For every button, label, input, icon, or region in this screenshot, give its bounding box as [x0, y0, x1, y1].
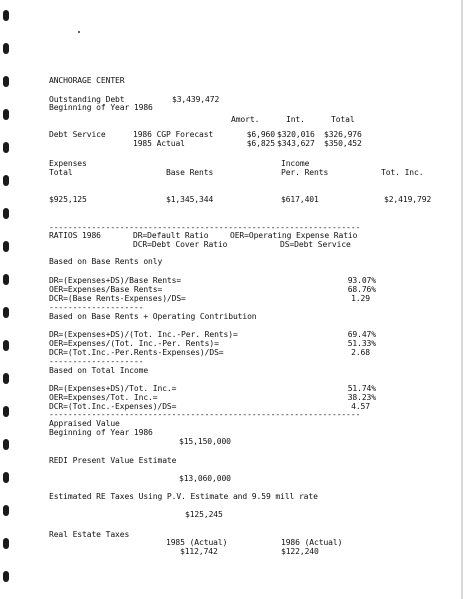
binder-hole — [3, 406, 9, 417]
dashed-divider-short: -------------------- — [49, 357, 144, 366]
binder-hole — [3, 571, 9, 582]
tot-inc-value: $2,419,792 — [384, 195, 432, 204]
tot-inc-header: Tot. Inc. — [381, 168, 424, 177]
ratio-formula: DR=(Expenses+DS)/Tot. Inc.= — [49, 384, 177, 393]
tax-1985-header: 1985 (Actual) — [166, 538, 228, 547]
beginning-of-year-label: Beginning of Year 1986 — [49, 103, 153, 112]
debt-row-name: 1986 CGP Forecast — [133, 130, 214, 139]
binder-hole — [3, 208, 9, 219]
ratio-value: 69.47% — [347, 330, 376, 339]
appraised-value-label: Appraised Value — [49, 419, 120, 428]
col-total-header: Total — [331, 115, 355, 124]
real-estate-taxes-label: Real Estate Taxes — [49, 530, 130, 539]
expenses-header: Expenses — [49, 159, 87, 168]
debt-row-name: 1985 Actual — [133, 139, 185, 148]
re-tax-estimate-value: $125,245 — [185, 510, 223, 519]
ratio-value: 4.57 — [351, 402, 370, 411]
debt-row-int: $343,627 — [277, 139, 315, 148]
binder-hole — [3, 241, 9, 252]
debt-row-amort: $6,960 — [246, 130, 275, 139]
binder-hole — [3, 43, 9, 54]
tax-1986-header: 1986 (Actual) — [281, 538, 343, 547]
per-rents-value: $617,401 — [281, 195, 319, 204]
binder-hole — [3, 274, 9, 285]
ratio-value: 2.68 — [351, 348, 370, 357]
debt-row-int: $320,016 — [277, 130, 315, 139]
ratio-formula: OER=Expenses/Base Rents= — [49, 285, 163, 294]
base-rents-header: Base Rents — [166, 168, 214, 177]
binder-hole — [3, 10, 9, 21]
dashed-divider: ------------------------------------------------------------------ — [49, 410, 361, 419]
redi-label: REDI Present Value Estimate — [49, 456, 177, 465]
ratio-formula: DR=(Expenses+DS)/Base Rents= — [49, 276, 182, 285]
per-rents-header: Per. Rents — [281, 168, 329, 177]
ratio-definition: DCR=Debt Cover Ratio — [133, 240, 228, 249]
scan-speck — [78, 31, 80, 33]
debt-row-amort: $6,825 — [246, 139, 275, 148]
ratio-value: 51.33% — [347, 339, 376, 348]
ratio-value: 68.76% — [347, 285, 376, 294]
re-tax-estimate-label: Estimated RE Taxes Using P.V. Estimate and 9.59 mill rate — [49, 492, 318, 501]
ratio-formula: DCR=(Base Rents-Expenses)/DS= — [49, 294, 186, 303]
section-title: Based on Base Rents only — [49, 257, 163, 266]
expenses-total-value: $925,125 — [49, 195, 87, 204]
debt-row-total: $326,976 — [324, 130, 362, 139]
section-title: Based on Total Income — [49, 366, 149, 375]
section-title: Based on Base Rents + Operating Contribution — [49, 312, 257, 321]
appraised-value: $15,150,000 — [179, 437, 231, 446]
binder-hole — [3, 538, 9, 549]
appraised-beginning-label: Beginning of Year 1986 — [49, 428, 153, 437]
debt-row-total: $350,452 — [324, 139, 362, 148]
ratio-value: 93.07% — [347, 276, 376, 285]
ratio-formula: OER=Expenses/Tot. Inc.= — [49, 393, 158, 402]
ratio-formula: DR=(Expenses+DS)/(Tot. Inc.-Per. Rents)= — [49, 330, 238, 339]
binder-hole — [3, 76, 9, 87]
tax-1985-value: $112,742 — [180, 547, 218, 556]
debt-service-label: Debt Service — [49, 130, 106, 139]
document-title: ANCHORAGE CENTER — [49, 76, 125, 85]
ratio-formula: OER=Expenses/(Tot. Inc.-Per. Rents)= — [49, 339, 219, 348]
binder-hole — [3, 142, 9, 153]
binder-hole — [3, 340, 9, 351]
binder-hole — [3, 307, 9, 318]
col-amort-header: Amort. — [231, 115, 260, 124]
ratio-formula: DCR=(Tot.Inc.-Per.Rents-Expenses)/DS= — [49, 348, 224, 357]
col-int-header: Int. — [286, 115, 305, 124]
outstanding-debt-value: $3,439,472 — [172, 95, 220, 104]
ratio-value: 51.74% — [347, 384, 376, 393]
redi-value: $13,060,000 — [179, 474, 231, 483]
binder-hole — [3, 109, 9, 120]
ratios-title: RATIOS 1986 — [49, 231, 101, 240]
dashed-divider-short: -------------------- — [49, 303, 144, 312]
binder-hole — [3, 439, 9, 450]
base-rents-value: $1,345,344 — [166, 195, 214, 204]
ratio-value: 38.23% — [347, 393, 376, 402]
ratio-formula: DCR=(Tot.Inc.-Expenses)/DS= — [49, 402, 177, 411]
outstanding-debt-label: Outstanding Debt — [49, 95, 125, 104]
ratio-definition: DS=Debt Service — [280, 240, 351, 249]
ratio-value: 1.29 — [351, 294, 370, 303]
binder-hole — [3, 175, 9, 186]
binder-hole — [3, 472, 9, 483]
binder-hole — [3, 505, 9, 516]
dashed-divider: ------------------------------------------------------------------ — [49, 223, 361, 232]
ratio-definition: OER=Operating Expense Ratio — [230, 231, 358, 240]
tax-1986-value: $122,240 — [281, 547, 319, 556]
expenses-total-header: Total — [49, 168, 73, 177]
income-header: Income — [281, 159, 310, 168]
binder-hole — [3, 373, 9, 384]
ratio-definition: DR=Default Ratio — [133, 231, 209, 240]
